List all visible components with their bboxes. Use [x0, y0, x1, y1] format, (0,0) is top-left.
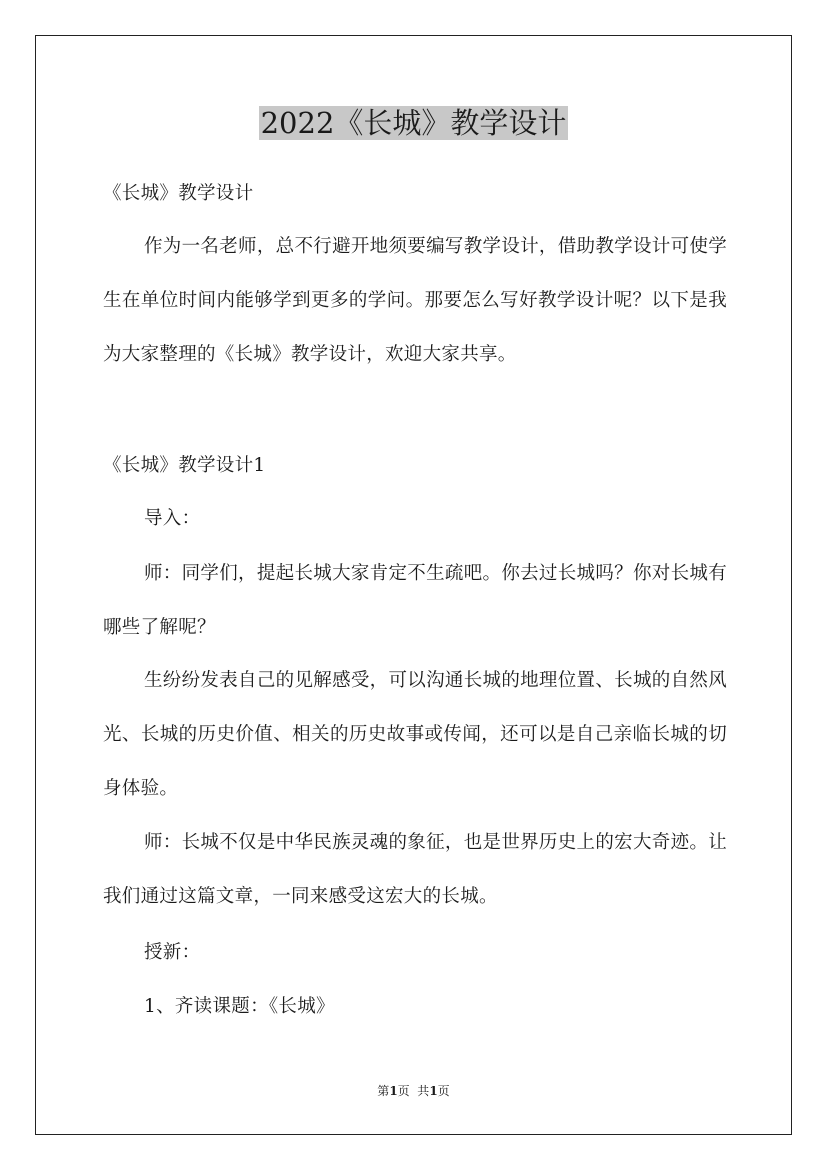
document-title	[0, 104, 827, 142]
teacher-paragraph-1: 师：同学们，提起长城大家肯定不生疏吧。你去过长城吗？你对长城有哪些了解呢？	[103, 563, 727, 638]
section-heading: 《长城》教学设计1	[103, 455, 266, 476]
footer-page-total: 1	[429, 1084, 438, 1098]
lead-in-label: 导入：	[144, 508, 201, 529]
footer-suffix: 页	[437, 1084, 450, 1098]
new-lesson-label: 授新：	[144, 942, 201, 963]
document-title-text: 2022《长城》教学设计	[260, 106, 567, 140]
teacher-paragraph-2: 师：长城不仅是中华民族灵魂的象征，也是世界历史上的宏大奇迹。让我们通过这篇文章，一同来感受这宏大的长城。	[103, 832, 727, 907]
page-footer	[0, 1082, 827, 1100]
document-subtitle: 《长城》教学设计	[103, 183, 254, 204]
footer-mid: 页 共	[397, 1084, 430, 1098]
list-item-1: 1、齐读课题：《长城》	[144, 996, 335, 1017]
students-paragraph: 生纷纷发表自己的见解感受，可以沟通长城的地理位置、长城的自然风光、长城的历史价值、相关的历史故事或传闻，还可以是自己亲临长城的切身体验。	[103, 670, 727, 799]
intro-paragraph: 作为一名老师，总不行避开地须要编写教学设计，借助教学设计可使学生在单位时间内能够学到更多的学问。那要怎么写好教学设计呢？以下是我为大家整理的《长城》教学设计，欢迎大家共享。	[103, 236, 727, 365]
footer-prefix: 第	[377, 1084, 390, 1098]
footer-page-number: 1	[389, 1084, 398, 1098]
